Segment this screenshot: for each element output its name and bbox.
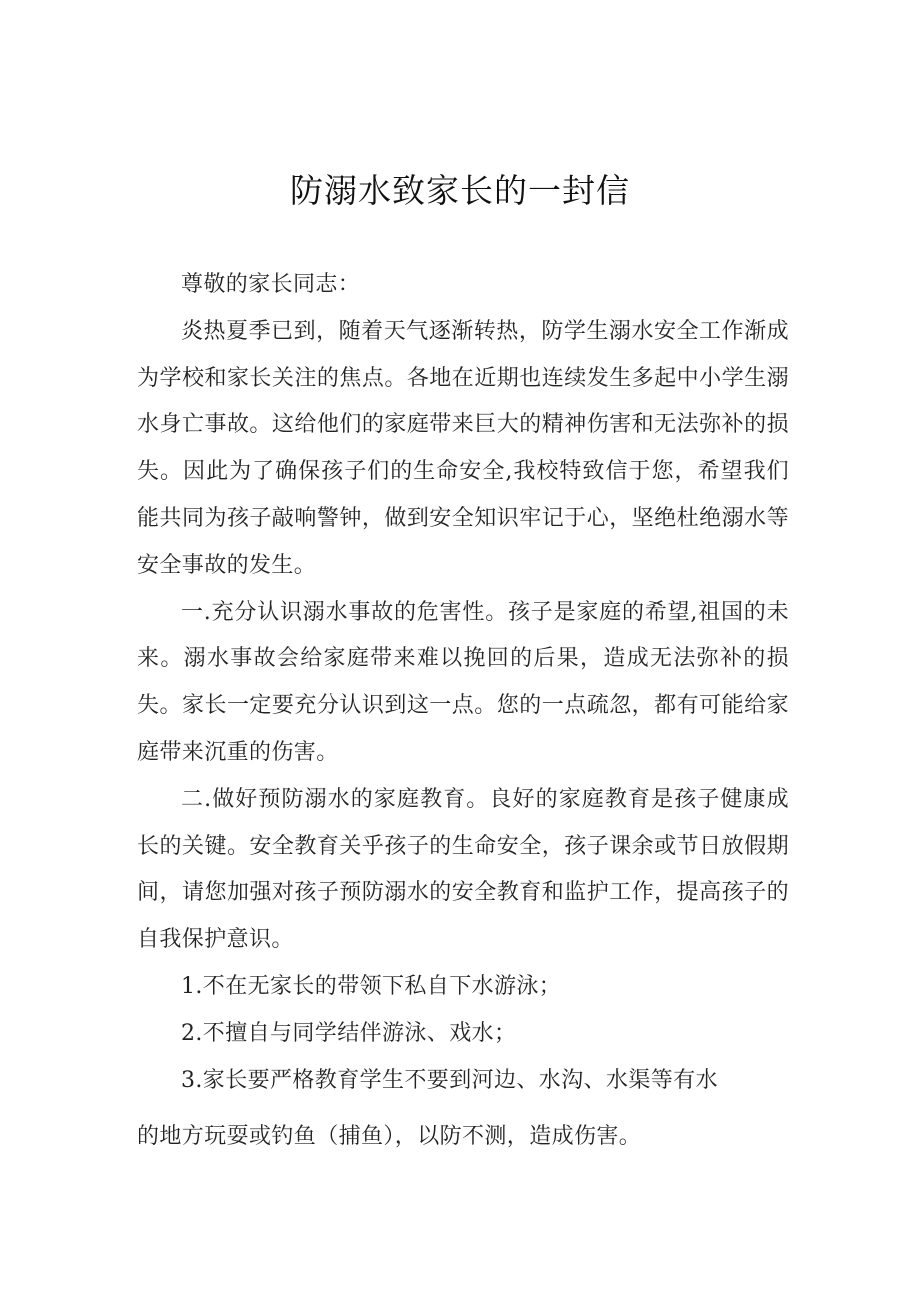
paragraph-section-1: 一.充分认识溺水事故的危害性。孩子是家庭的希望,祖国的未来。溺水事故会给家庭带来难以挽回的后果，造成无法弥补的损失。家长一定要充分认识到这一点。您的一点疏忽，都有可能给家庭带来沉重的伤害。 xyxy=(137,599,789,765)
list-item-1: 1.不在无家长的带领下私自下水游泳； xyxy=(181,973,562,999)
document-title: 防溺水致家长的一封信 xyxy=(290,171,630,210)
document-body xyxy=(137,262,789,1161)
list-item-3-continuation: 的地方玩耍或钓鱼（捕鱼），以防不测，造成伤害。 xyxy=(137,1124,642,1150)
paragraph-section-2: 二.做好预防溺水的家庭教育。良好的家庭教育是孩子健康成长的关键。安全教育关乎孩子的生命安全，孩子课余或节日放假期间，请您加强对孩子预防溺水的安全教育和监护工作，提高孩子的自我保护意识。 xyxy=(137,786,789,953)
paragraph-intro: 炎热夏季已到，随着天气逐渐转热，防学生溺水安全工作渐成为学校和家长关注的焦点。各地在近期也连续发生多起中小学生溺水身亡事故。这给他们的家庭带来巨大的精神伤害和无法弥补的损失。因此为了确保孩子们的生命安全,我校特致信于您，希望我们能共同为孩子敲响警钟，做到安全知识牢记于心，坚绝杜绝溺水等安全事故的发生。 xyxy=(137,318,789,578)
salutation: 尊敬的家长同志： xyxy=(181,272,361,297)
list-item-3: 3.家长要严格教育学生不要到河边、水沟、水渠等有水 xyxy=(181,1067,718,1093)
list-item-2: 2.不擅自与同学结伴游泳、戏水； xyxy=(181,1020,517,1046)
